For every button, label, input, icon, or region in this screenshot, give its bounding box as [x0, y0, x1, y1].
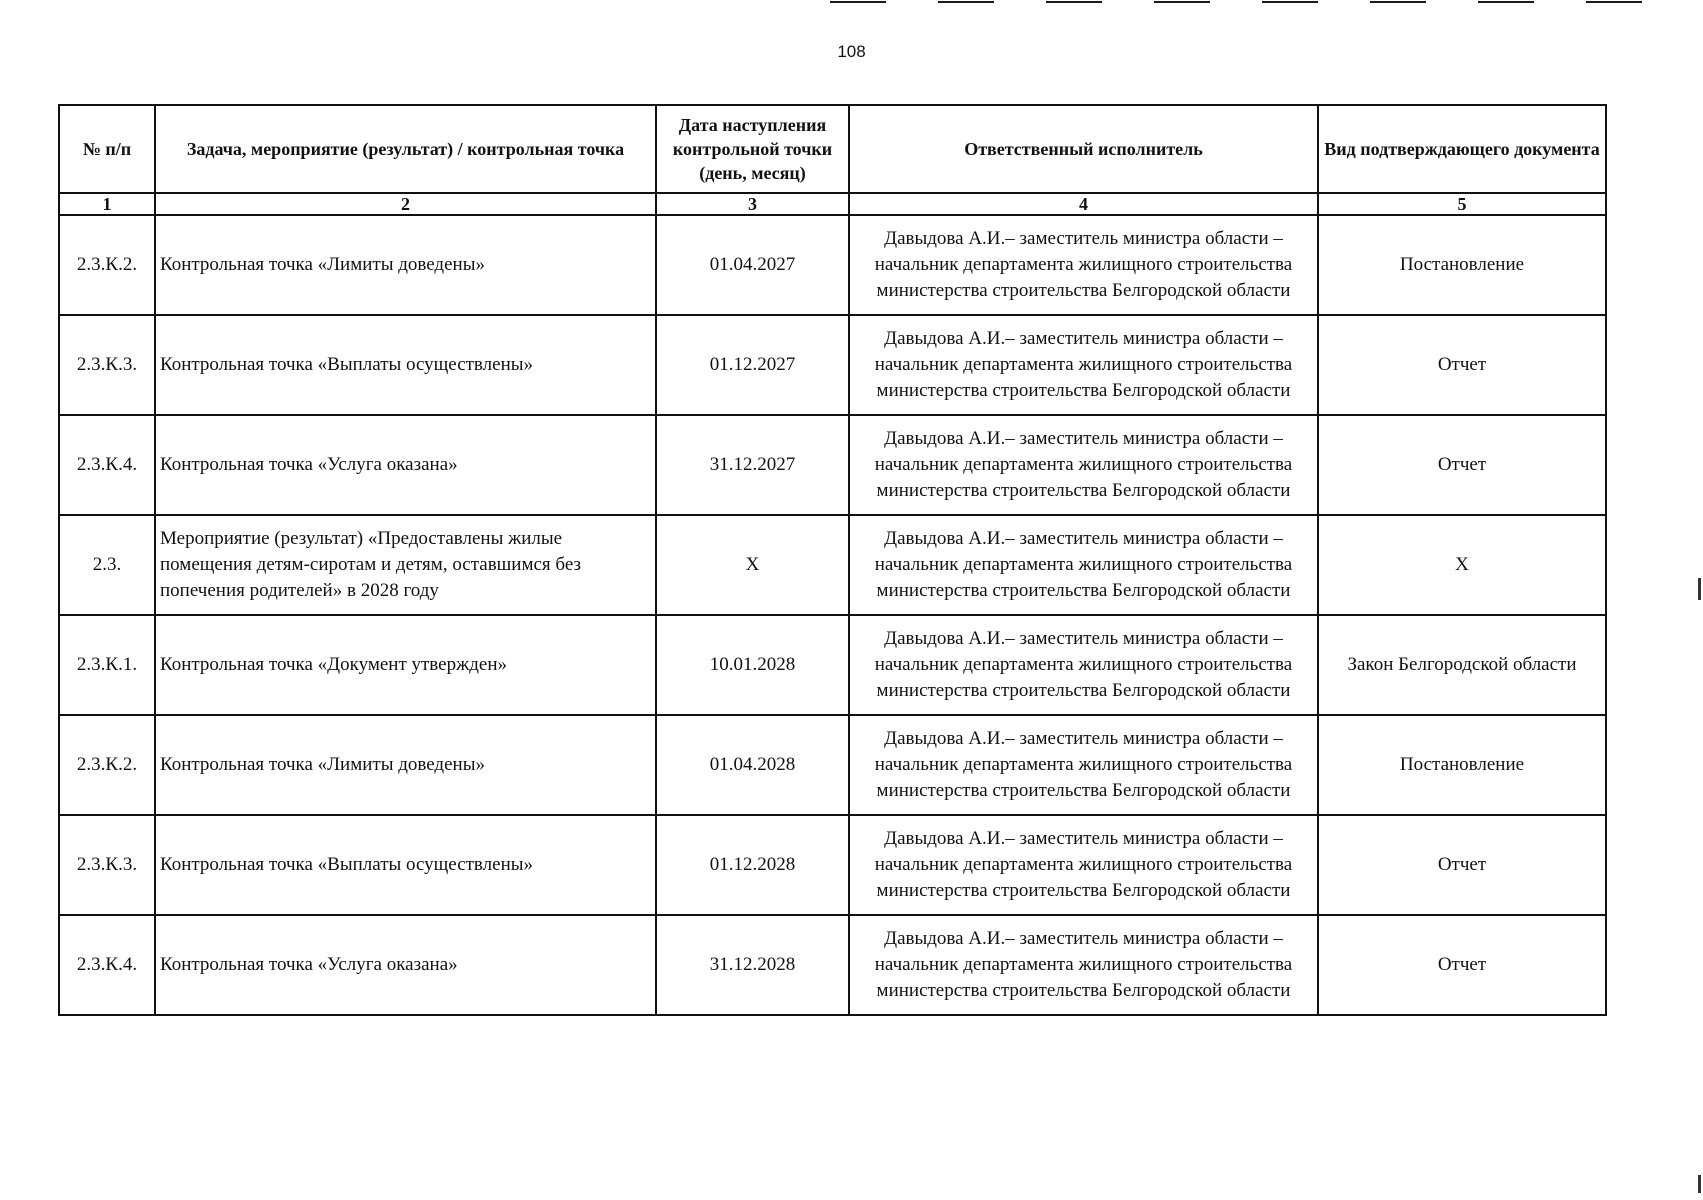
header-number: № п/п — [59, 105, 155, 193]
row-task: Контрольная точка «Выплаты осуществлены» — [155, 815, 656, 915]
row-responsible: Давыдова А.И.– заместитель министра области – начальник департамента жилищного строительства министерства строительства Белгородской области — [849, 515, 1318, 615]
row-document: Отчет — [1318, 415, 1606, 515]
table-row — [59, 215, 1606, 315]
row-responsible: Давыдова А.И.– заместитель министра области – начальник департамента жилищного строительства министерства строительства Белгородской области — [849, 715, 1318, 815]
table-row — [59, 415, 1606, 515]
row-responsible: Давыдова А.И.– заместитель министра области – начальник департамента жилищного строительства министерства строительства Белгородской области — [849, 215, 1318, 315]
scan-edge-mark — [1698, 578, 1701, 600]
row-task: Контрольная точка «Услуга оказана» — [155, 415, 656, 515]
table-row — [59, 815, 1606, 915]
column-number: 1 — [59, 193, 155, 215]
row-number: 2.3.К.2. — [59, 715, 155, 815]
column-number: 3 — [656, 193, 849, 215]
row-responsible: Давыдова А.И.– заместитель министра области – начальник департамента жилищного строительства министерства строительства Белгородской области — [849, 915, 1318, 1015]
row-document: Постановление — [1318, 715, 1606, 815]
column-number: 4 — [849, 193, 1318, 215]
row-responsible: Давыдова А.И.– заместитель министра области – начальник департамента жилищного строительства министерства строительства Белгородской области — [849, 315, 1318, 415]
header-task: Задача, мероприятие (результат) / контрольная точка — [155, 105, 656, 193]
row-date: 01.04.2027 — [656, 215, 849, 315]
row-document: Отчет — [1318, 315, 1606, 415]
row-task: Контрольная точка «Услуга оказана» — [155, 915, 656, 1015]
row-number: 2.3.К.2. — [59, 215, 155, 315]
row-task: Контрольная точка «Лимиты доведены» — [155, 215, 656, 315]
row-date: Х — [656, 515, 849, 615]
row-task: Контрольная точка «Документ утвержден» — [155, 615, 656, 715]
row-date: 01.12.2027 — [656, 315, 849, 415]
row-document: Отчет — [1318, 815, 1606, 915]
page-number: 108 — [837, 42, 866, 61]
table-header-row — [59, 105, 1606, 193]
row-number: 2.3.К.3. — [59, 315, 155, 415]
control-points-table — [58, 104, 1607, 1016]
row-date: 01.04.2028 — [656, 715, 849, 815]
table-row — [59, 315, 1606, 415]
row-responsible: Давыдова А.И.– заместитель министра области – начальник департамента жилищного строительства министерства строительства Белгородской области — [849, 615, 1318, 715]
row-document: Х — [1318, 515, 1606, 615]
column-numbers-row — [59, 193, 1606, 215]
row-date: 10.01.2028 — [656, 615, 849, 715]
row-document: Закон Белгородской области — [1318, 615, 1606, 715]
row-date: 01.12.2028 — [656, 815, 849, 915]
row-number: 2.3. — [59, 515, 155, 615]
column-number: 5 — [1318, 193, 1606, 215]
row-number: 2.3.К.1. — [59, 615, 155, 715]
table-row — [59, 715, 1606, 815]
row-date: 31.12.2028 — [656, 915, 849, 1015]
header-date: Дата наступления контрольной точки (день, месяц) — [656, 105, 849, 193]
header-responsible: Ответственный исполнитель — [849, 105, 1318, 193]
row-number: 2.3.К.4. — [59, 415, 155, 515]
scan-edge-marks — [820, 0, 1703, 4]
row-responsible: Давыдова А.И.– заместитель министра области – начальник департамента жилищного строительства министерства строительства Белгородской области — [849, 415, 1318, 515]
row-task: Контрольная точка «Выплаты осуществлены» — [155, 315, 656, 415]
table-row — [59, 615, 1606, 715]
row-task: Мероприятие (результат) «Предоставлены жилые помещения детям-сиротам и детям, оставшимся без попечения родителей» в 2028 году — [155, 515, 656, 615]
row-document: Отчет — [1318, 915, 1606, 1015]
row-number: 2.3.К.3. — [59, 815, 155, 915]
header-document: Вид подтверждающего документа — [1318, 105, 1606, 193]
table-row — [59, 515, 1606, 615]
column-number: 2 — [155, 193, 656, 215]
scan-edge-mark — [1698, 1175, 1701, 1193]
row-task: Контрольная точка «Лимиты доведены» — [155, 715, 656, 815]
row-document: Постановление — [1318, 215, 1606, 315]
row-number: 2.3.К.4. — [59, 915, 155, 1015]
table-row — [59, 915, 1606, 1015]
row-responsible: Давыдова А.И.– заместитель министра области – начальник департамента жилищного строительства министерства строительства Белгородской области — [849, 815, 1318, 915]
row-date: 31.12.2027 — [656, 415, 849, 515]
